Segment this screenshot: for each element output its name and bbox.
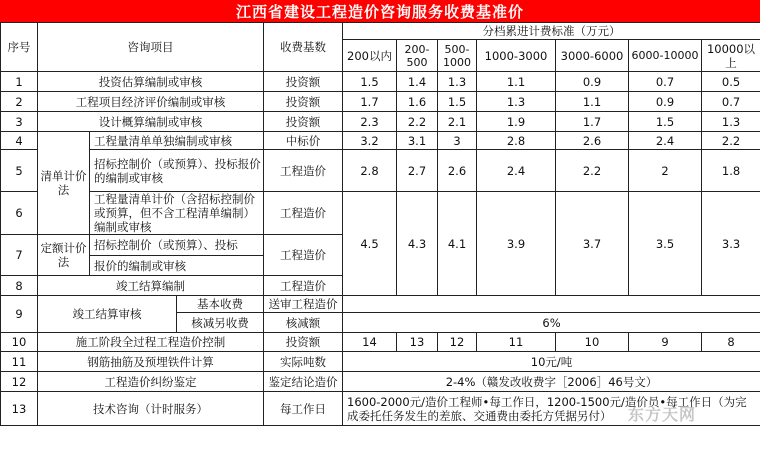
rate-cell: 1.3 [477, 92, 556, 112]
rate-cell: 2.3 [343, 112, 397, 132]
row-number: 10 [1, 333, 38, 352]
rate-cell: 2.1 [438, 112, 477, 132]
rate-cell: 3.2 [343, 132, 397, 150]
rate-cell: 2.2 [702, 132, 760, 150]
rate-cell: 2.8 [477, 132, 556, 150]
row-basis: 投资额 [264, 92, 343, 112]
rate-cell: 9 [629, 333, 702, 352]
rate-cell: 1.7 [556, 112, 629, 132]
rate-cell: 1.9 [477, 112, 556, 132]
row-item: 投资估算编制或审核 [38, 72, 264, 92]
rate-cell: 3.1 [397, 132, 438, 150]
row-item: 招标控制价（或预算）、投标 [90, 235, 264, 256]
band-6: 6000-10000 [629, 40, 702, 72]
row-item: 技术咨询（计时服务） [38, 392, 264, 426]
header-rate-group: 分档累进计费标准（万元） [343, 23, 760, 40]
row-basis: 工程造价 [264, 150, 343, 192]
table-title: 江西省建设工程造价咨询服务收费基准价 [0, 0, 760, 22]
rate-cell: 11 [477, 333, 556, 352]
rate-cell: 2.7 [397, 150, 438, 192]
row-number: 9 [1, 296, 38, 333]
header-seq: 序号 [1, 23, 38, 72]
row-item: 工程量清单计价（含招标控制价或预算，但不含工程清单编制）编制或审核 [90, 192, 264, 235]
rate-cell: 3.3 [702, 192, 760, 296]
rate-cell: 2.6 [438, 150, 477, 192]
rate-cell: 4.1 [438, 192, 477, 296]
row-item: 钢筋抽筋及预埋铁件计算 [38, 352, 264, 372]
rate-cell: 10 [556, 333, 629, 352]
rate-cell: 3.5 [629, 192, 702, 296]
row-basis: 实际吨数 [264, 352, 343, 372]
row-item: 竣工结算编制 [38, 276, 264, 296]
rate-cell: 8 [702, 333, 760, 352]
row-basis: 投资额 [264, 333, 343, 352]
rate-cell: 1.5 [629, 112, 702, 132]
row-basis: 每工作日 [264, 392, 343, 426]
rate-cell: 1.7 [343, 92, 397, 112]
row-number: 6 [1, 192, 38, 235]
row-item: 工程项目经济评价编制或审核 [38, 92, 264, 112]
rate-cell: 2.6 [556, 132, 629, 150]
rate-cell: 1.8 [702, 150, 760, 192]
table-row [1, 112, 760, 132]
table-row [1, 296, 760, 313]
rate-cell: 1.5 [343, 72, 397, 92]
row-number: 12 [1, 372, 38, 392]
table-row [1, 132, 760, 150]
header-item: 咨询项目 [38, 23, 264, 72]
fee-standard-table [0, 22, 760, 426]
table-row [1, 392, 760, 426]
row-basis: 送审工程造价 [264, 296, 343, 313]
rate-cell: 3.7 [556, 192, 629, 296]
table-row [1, 333, 760, 352]
table-row [1, 372, 760, 392]
rate-cell: 2.4 [629, 132, 702, 150]
row-subitem: 核减另收费 [177, 313, 264, 333]
band-1: 200以内 [343, 40, 397, 72]
rate-cell: 2-4%（赣发改收费字［2006］46号文） [343, 372, 760, 392]
row-basis: 中标价 [264, 132, 343, 150]
row-basis: 核减额 [264, 313, 343, 333]
header-row-1 [1, 23, 760, 40]
rate-cell: 0.9 [629, 92, 702, 112]
row-number: 3 [1, 112, 38, 132]
row-basis: 投资额 [264, 112, 343, 132]
table-row [1, 192, 760, 235]
rate-cell: 13 [397, 333, 438, 352]
rate-cell: 2.4 [477, 150, 556, 192]
rate-cell: 0.7 [702, 92, 760, 112]
band-7: 10000以上 [702, 40, 760, 72]
row-number: 5 [1, 150, 38, 192]
rate-cell: 12 [438, 333, 477, 352]
row-subitem: 基本收费 [177, 296, 264, 313]
rate-cell: 1.1 [477, 72, 556, 92]
rate-cell: 2.2 [397, 112, 438, 132]
row-item: 工程量清单单独编制或审核 [90, 132, 264, 150]
rate-cell: 1.3 [702, 112, 760, 132]
row-item: 招标控制价（或预算）、投标报价的编制或审核 [90, 150, 264, 192]
rate-cell: 2.8 [343, 150, 397, 192]
rate-cell: 0.5 [702, 72, 760, 92]
row-item: 竣工结算审核 [38, 296, 177, 333]
rate-cell: 1.1 [556, 92, 629, 112]
row-basis: 工程造价 [264, 192, 343, 235]
rate-cell: 0.7 [629, 72, 702, 92]
rate-cell: 2 [629, 150, 702, 192]
group-label-dinge: 定额计价法 [38, 235, 90, 276]
rate-cell: 1.4 [397, 72, 438, 92]
band-5: 3000-6000 [556, 40, 629, 72]
row-number: 11 [1, 352, 38, 372]
row-number: 8 [1, 276, 38, 296]
rate-cell: 1.6 [397, 92, 438, 112]
rate-cell: 14 [343, 333, 397, 352]
rate-cell: 6% [343, 313, 760, 333]
row-number: 7 [1, 235, 38, 276]
rate-cell: 0.9 [556, 72, 629, 92]
rate-cell: 4.5 [343, 192, 397, 296]
rate-cell: 10元/吨 [343, 352, 760, 372]
row-item: 工程造价纠纷鉴定 [38, 372, 264, 392]
row-basis: 工程造价 [264, 235, 343, 276]
rate-cell: 3.9 [477, 192, 556, 296]
table-row [1, 150, 760, 192]
rate-cell: 1.5 [438, 92, 477, 112]
row-number: 1 [1, 72, 38, 92]
row-number: 2 [1, 92, 38, 112]
table-row [1, 72, 760, 92]
row-number: 4 [1, 132, 38, 150]
band-2: 200-500 [397, 40, 438, 72]
rate-cell-empty [343, 296, 760, 313]
row-item: 报价的编制或审核 [90, 256, 264, 276]
band-3: 500-1000 [438, 40, 477, 72]
row-number: 13 [1, 392, 38, 426]
table-row [1, 352, 760, 372]
row-basis: 工程造价 [264, 276, 343, 296]
rate-cell: 2.2 [556, 150, 629, 192]
row-basis: 鉴定结论造价 [264, 372, 343, 392]
table-row [1, 92, 760, 112]
rate-cell: 4.3 [397, 192, 438, 296]
rate-cell: 3 [438, 132, 477, 150]
band-4: 1000-3000 [477, 40, 556, 72]
watermark-text: 东方天网 [628, 405, 697, 424]
row-item: 设计概算编制或审核 [38, 112, 264, 132]
row-basis: 投资额 [264, 72, 343, 92]
rate-cell: 1.3 [438, 72, 477, 92]
header-basis: 收费基数 [264, 23, 343, 72]
group-label-qingdan: 清单计价法 [38, 132, 90, 235]
rate-cell: 1600-2000元/造价工程师•每工作日，1200-1500元/造价员•每工作日（为完成委托任务发生的差旅、交通费由委托方凭据另付） [343, 392, 760, 426]
row-item: 施工阶段全过程工程造价控制 [38, 333, 264, 352]
